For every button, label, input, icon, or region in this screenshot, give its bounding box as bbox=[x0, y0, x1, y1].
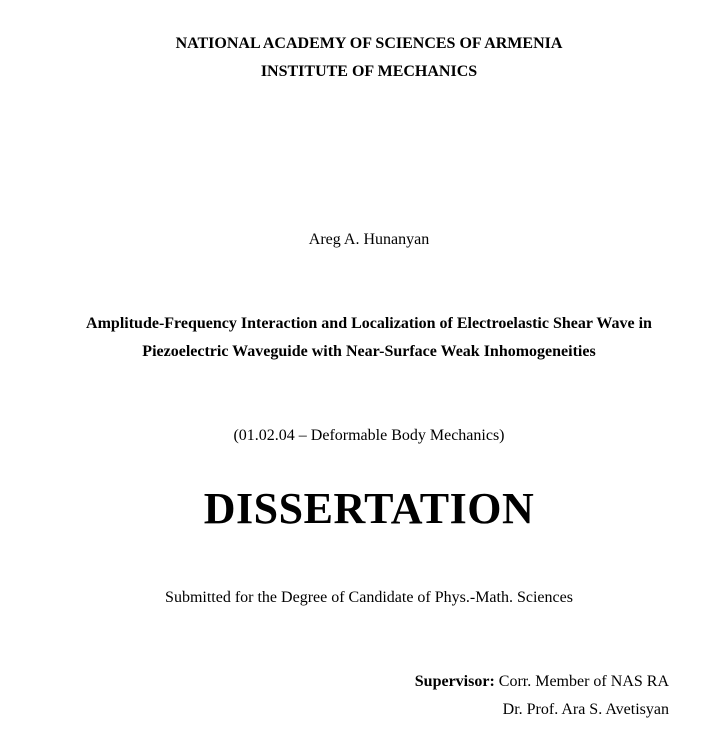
institute-name: INSTITUTE OF MECHANICS bbox=[260, 63, 478, 80]
author-name: Areg A. Hunanyan bbox=[308, 231, 430, 248]
dissertation-title-line-2: Piezoelectric Waveguide with Near-Surface Weak Inhomogeneities bbox=[142, 343, 596, 360]
specialty-code: (01.02.04 – Deformable Body Mechanics) bbox=[233, 427, 505, 444]
supervisor-title: Corr. Member of NAS RA bbox=[494, 673, 669, 690]
supervisor-line-1 bbox=[415, 673, 669, 691]
document-type-heading: DISSERTATION bbox=[203, 484, 535, 533]
supervisor-name: Dr. Prof. Ara S. Avetisyan bbox=[502, 701, 669, 718]
dissertation-title-line-1: Amplitude-Frequency Interaction and Localization of Electroelastic Shear Wave in bbox=[86, 315, 652, 332]
supervisor-label: Supervisor: bbox=[414, 673, 495, 690]
academy-name: NATIONAL ACADEMY OF SCIENCES OF ARMENIA bbox=[175, 35, 563, 52]
submitted-statement: Submitted for the Degree of Candidate of Phys.-Math. Sciences bbox=[165, 589, 573, 606]
